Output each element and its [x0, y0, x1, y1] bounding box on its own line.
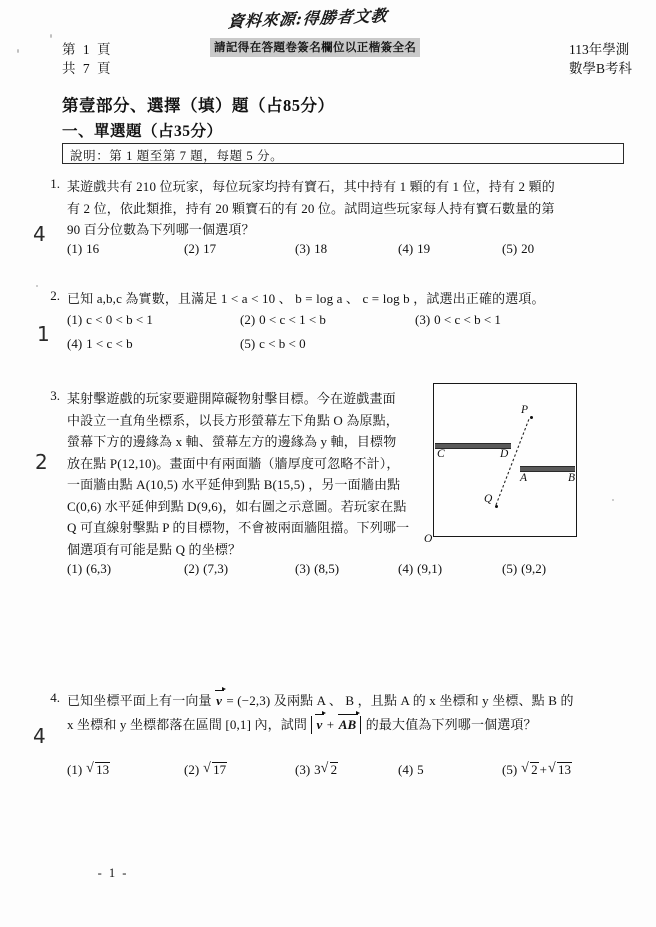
option-item[interactable] [295, 762, 338, 778]
question-4-line-1 [67, 690, 574, 712]
option-text: 1 < c < b [86, 336, 133, 351]
question-3-line: 一面牆由點 A(10,5) 水平延伸到點 B(15,5) ，另一面牆由點 [67, 477, 401, 492]
exam-subject-label: 數學B考科 [568, 61, 632, 76]
question-3-line: Q 可直線射擊點 P 的目標物，不會被兩面牆阻擋。下列哪一 [67, 520, 410, 535]
question-1-line: 某遊戲共有 210 位玩家，每位玩家均持有寶石，其中持有 1 顆的有 1 位，持有 2 顆的 [67, 179, 555, 194]
option-label: (3) [295, 561, 311, 576]
option-label: (2) [240, 312, 256, 327]
point-o-label: O [424, 533, 433, 545]
page-count-header [62, 40, 113, 78]
signature-reminder-highlight: 請記得在答題卷簽名欄位以正楷簽全名 [210, 38, 420, 57]
option-text: (9,2) [521, 561, 547, 576]
exam-year-label: 113年學測 [568, 42, 630, 57]
option-label: (1) [67, 561, 83, 576]
part-one-title: 第壹部分、選擇（填）題（占85分） [62, 96, 335, 115]
option-item[interactable] [67, 312, 153, 328]
radicand: 13 [96, 762, 110, 777]
option-item[interactable] [295, 241, 327, 257]
radical-2 [548, 762, 572, 778]
point-d-label: D [500, 448, 509, 460]
question-3-line: 螢幕下方的邊緣為 x 軸、螢幕左方的邊緣為 y 軸，目標物 [67, 434, 397, 449]
option-text: 0 < c < b < 1 [434, 312, 501, 327]
question-3-line: 個選項有可能是點 Q 的坐標？ [67, 541, 242, 557]
scan-speckle [612, 499, 614, 501]
radical-coefficient: 3 [314, 762, 321, 777]
option-text: (6,3) [86, 561, 112, 576]
vector-v-letter-2: v [316, 716, 323, 732]
question-1-line: 90 百分位數為下列哪一個選項？ [67, 222, 255, 237]
instruction-box [62, 143, 624, 164]
question-1-number: 1. [50, 176, 60, 191]
option-item[interactable] [67, 561, 111, 577]
option-item[interactable] [67, 241, 99, 257]
option-item[interactable] [184, 561, 228, 577]
option-text: 17 [203, 241, 217, 256]
option-item[interactable] [398, 241, 430, 257]
option-label: (5) [502, 241, 518, 256]
option-label: (1) [67, 241, 83, 256]
option-text: 0 < c < 1 < b [259, 312, 326, 327]
magnitude-bars [311, 716, 361, 734]
plus-sign: + [323, 716, 338, 732]
question-3-line: C(0,6) 水平延伸到點 D(9,6)，如右圖之示意圖。若玩家在點 [67, 498, 407, 514]
option-item[interactable] [240, 336, 306, 352]
option-label: (1) [67, 762, 83, 777]
radical [86, 762, 110, 778]
option-label: (4) [398, 241, 414, 256]
option-item[interactable] [240, 312, 326, 328]
option-text: 20 [521, 241, 535, 256]
question-3-line: 放在點 P(12,10)。畫面中有兩面牆（牆厚度可忽略不計）， [67, 455, 400, 471]
sightline-qp [433, 383, 577, 537]
instruction-text: 說明：第 1 題至第 7 題，每題 5 分。 [70, 149, 284, 163]
q4-text-b: = (−2,3) 及兩點 A 、 B ，且點 A 的 x 坐標和 y 坐標、點 B 的 [222, 693, 574, 708]
radicand: 2 [531, 762, 538, 777]
option-label: (2) [184, 561, 200, 576]
point-b-label: B [568, 472, 576, 484]
footer-page-number: - 1 - [97, 866, 129, 880]
option-text: (8,5) [314, 561, 340, 576]
option-item[interactable] [398, 561, 442, 577]
option-text: 18 [314, 241, 328, 256]
option-label: (3) [295, 241, 311, 256]
radical [521, 762, 539, 778]
radicand-2: 13 [558, 762, 572, 777]
option-item[interactable] [502, 241, 534, 257]
radical [203, 762, 227, 778]
point-a-label: A [520, 472, 528, 484]
option-label: (2) [184, 241, 200, 256]
handwritten-answer-q3: 2 [35, 450, 48, 474]
point-c-label: C [437, 448, 445, 460]
vector-v-symbol [215, 693, 223, 708]
option-label: (4) [398, 762, 414, 777]
option-item[interactable]: (5) √ 2 + √ 13 [502, 762, 572, 778]
question-4-number: 4. [50, 690, 60, 705]
question-2-number: 2. [50, 288, 60, 303]
question-3-number: 3. [50, 388, 60, 403]
current-page-label: 第 1 頁 [62, 42, 113, 57]
page-footer [0, 866, 656, 881]
point-q-label: Q [484, 493, 493, 505]
vector-v-letter: v [216, 693, 222, 708]
option-label: (1) [67, 312, 83, 327]
question-3-line: 某射擊遊戲的玩家要避開障礙物射擊目標。今在遊戲畫面 [67, 391, 396, 406]
handwritten-answer-q4: 4 [33, 724, 46, 748]
option-label: (4) [67, 336, 83, 351]
option-text: (9,1) [417, 561, 443, 576]
handwritten-answer-q2: 1 [37, 322, 50, 346]
question-2-stem: 已知 a,b,c 為實數，且滿足 1 < a < 10 、 b = log a 、 c = log b ，試選出正確的選項。 [67, 291, 545, 306]
question-4-line-2 [67, 714, 574, 736]
q4-text-a: 已知坐標平面上有一向量 [67, 693, 216, 708]
option-item[interactable] [295, 561, 339, 577]
option-item[interactable] [502, 561, 546, 577]
radicand: 17 [213, 762, 227, 777]
question-1-line: 有 2 位，依此類推，持有 20 顆寶石的有 20 位。試問這些玩家每人持有寶石數量的第 [67, 200, 555, 216]
option-text: 19 [417, 241, 431, 256]
scan-speckle [36, 285, 38, 287]
question-3-line: 中設立一直角坐標系，以長方形螢幕左下角點 O 為原點， [67, 412, 399, 428]
option-label: (5) [240, 336, 256, 351]
scan-speckle [50, 34, 52, 38]
option-text: 16 [86, 241, 100, 256]
handwritten-answer-q1: 4 [33, 222, 46, 246]
option-item[interactable] [184, 241, 216, 257]
handwritten-source-note: 資料來源:得勝者文教 [227, 5, 389, 32]
option-item[interactable] [415, 312, 501, 328]
option-text: (7,3) [203, 561, 229, 576]
radicand: 2 [330, 762, 338, 777]
option-item[interactable] [398, 762, 424, 778]
option-item[interactable] [67, 762, 110, 778]
radical [321, 762, 339, 778]
exam-identity-header [569, 40, 632, 78]
option-item[interactable] [184, 762, 227, 778]
option-label: (4) [398, 561, 414, 576]
question-3-figure [424, 383, 577, 545]
q4-text-c: x 坐標和 y 坐標都落在區間 [0,1] 內，試問 [67, 716, 311, 732]
scan-speckle [17, 49, 19, 53]
option-item[interactable] [67, 336, 133, 352]
option-label: (2) [184, 762, 200, 777]
point-p-label: P [521, 404, 529, 416]
total-pages-label: 共 7 頁 [62, 61, 113, 76]
option-label: (5) [502, 762, 518, 777]
vector-ab-letters: AB [338, 716, 357, 732]
q4-text-d: 的最大值為下列哪一個選項？ [362, 716, 537, 732]
option-text: c < b < 0 [259, 336, 306, 351]
option-text: c < 0 < b < 1 [86, 312, 153, 327]
option-label: (3) [415, 312, 431, 327]
vector-v-symbol-2 [315, 717, 323, 732]
single-choice-section-title: 一、單選題（占35分） [62, 123, 223, 140]
option-text: 5 [417, 762, 424, 777]
option-label: (5) [502, 561, 518, 576]
vector-ab-symbol [338, 717, 358, 732]
option-label: (3) [295, 762, 311, 777]
